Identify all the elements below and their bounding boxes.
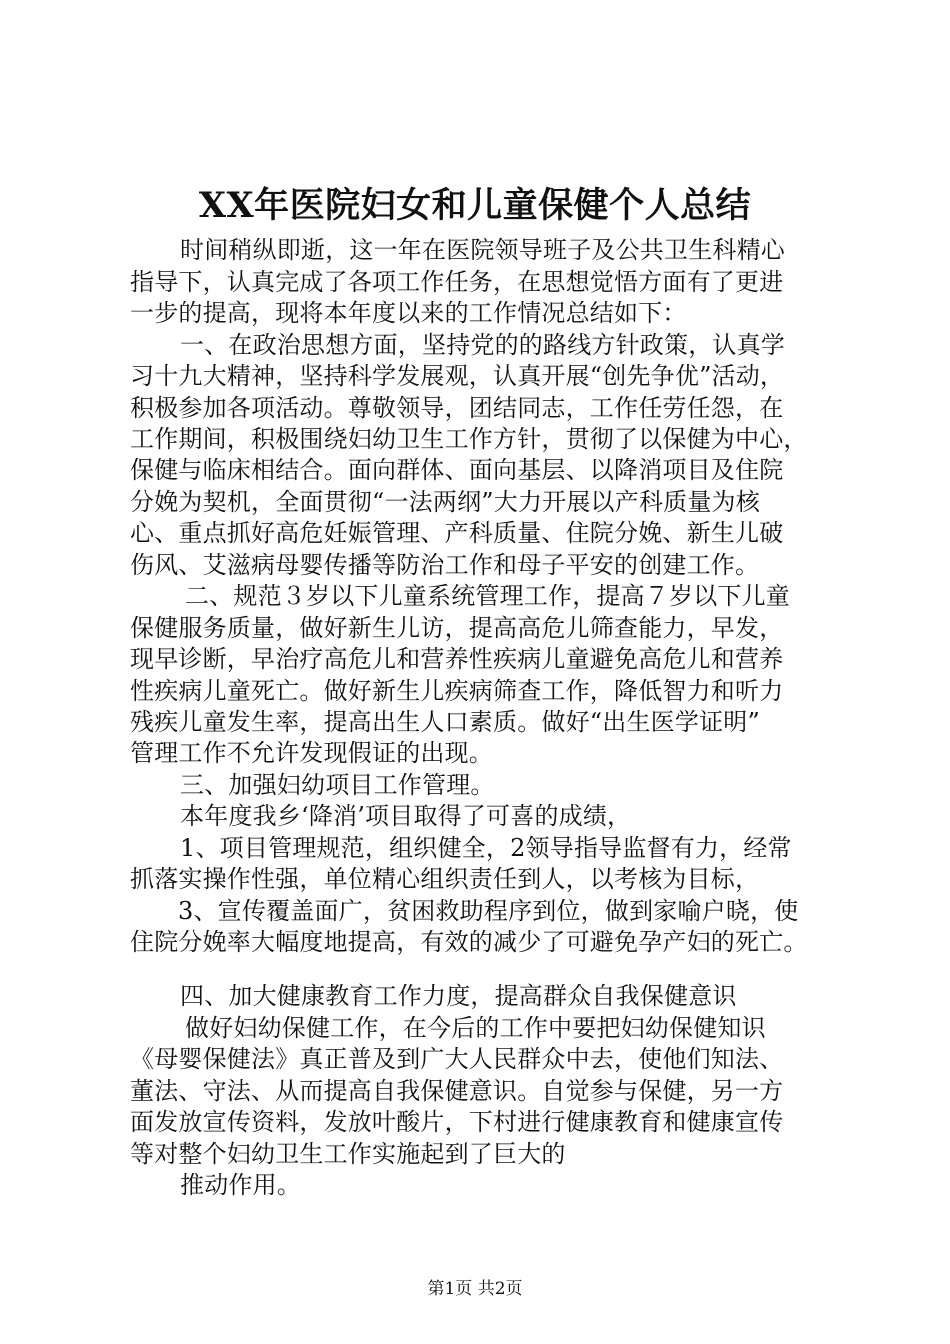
text-line: 保健服务质量，做好新生儿访，提高高危儿筛查能力，早发， [130,614,784,642]
document-title: XX年医院妇女和儿童保健个人总结 [198,185,752,226]
text-line: 《母婴保健法》真正普及到广大人民群众中去，使他们知法、 [130,1045,784,1073]
text-line: 时间稍纵即逝，这一年在医院领导班子及公共卫生科精心 [180,236,785,264]
text-line: 1、项目管理规范，组织健全，2领导指导监督有力，经常 [180,834,792,862]
text-line: 住院分娩率大幅度地提高，有效的减少了可避免孕产妇的死亡。 [130,928,808,956]
text-line: 现早诊断，早治疗高危儿和营养性疾病儿童避免高危儿和营养 [130,645,784,673]
text-line: 指导下，认真完成了各项工作任务，在思想觉悟方面有了更进 [130,268,784,296]
text-line: 抓落实操作性强，单位精心组织责任到人，以考核为目标， [130,865,760,893]
page-footer: 第1页 共2页 [427,1279,523,1299]
text-line: 面发放宣传资料，发放叶酸片，下村进行健康教育和健康宣传 [130,1108,784,1136]
text-line: 积极参加各项活动。尊敬领导，团结同志，工作任劳任怨，在 [130,394,784,422]
text-line: 残疾儿童发生率，提高出生人口素质。做好“出生医学证明” [130,708,760,736]
text-line: 分娩为契机，全面贯彻“一法两纲”大力开展以产科质量为核 [130,488,760,516]
text-line: 等对整个妇幼卫生工作实施起到了巨大的 [130,1140,566,1168]
text-line: 三、加强妇幼项目工作管理。 [180,771,495,799]
text-line: 董法、守法、从而提高自我保健意识。自觉参与保健，另一方 [130,1077,784,1105]
text-line: 工作期间，积极围绕妇幼卫生工作方针，贯彻了以保健为中心， [130,425,808,453]
text-line: 习十九大精神，坚持科学发展观，认真开展“创先争优”活动， [130,362,785,390]
text-line: 四、加大健康教育工作力度，提高群众自我保健意识 [180,982,737,1010]
text-line: 二、规范３岁以下儿童系统管理工作，提高７岁以下儿童 [185,582,790,610]
text-line: 一步的提高，现将本年度以来的工作情况总结如下： [130,299,687,327]
text-line: 3、宣传覆盖面广，贫困救助程序到位，做到家喻户晓，使 [178,897,799,925]
text-line: 推动作用。 [180,1171,301,1199]
text-line: 做好妇幼保健工作，在今后的工作中要把妇幼保健知识 [185,1014,766,1042]
text-line: 一、在政治思想方面，坚持党的的路线方针政策，认真学 [180,331,785,359]
text-line: 伤风、艾滋病母婴传播等防治工作和母子平安的创建工作。 [130,551,760,579]
text-line: 心、重点抓好高危妊娠管理、产科质量、住院分娩、新生儿破 [130,519,784,547]
text-line: 本年度我乡‘降消’项目取得了可喜的成绩， [180,802,632,830]
text-line: 性疾病儿童死亡。做好新生儿疾病筛查工作，降低智力和听力 [130,677,784,705]
text-line: 管理工作不允许发现假证的出现。 [130,739,493,767]
text-line: 保健与临床相结合。面向群体、面向基层、以降消项目及住院 [130,456,784,484]
